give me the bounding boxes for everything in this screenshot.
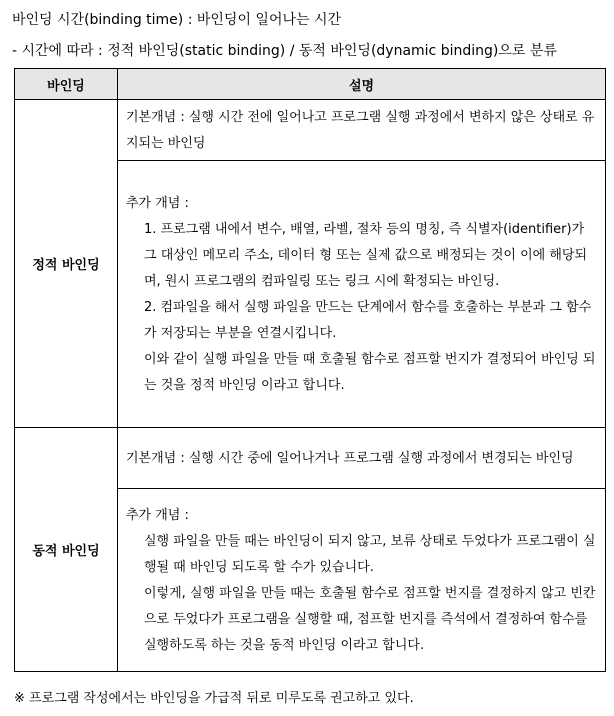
table-header-row	[15, 69, 606, 100]
heading: 바인딩 시간(binding time) : 바인딩이 일어나는 시간	[12, 12, 342, 28]
col-header-description: 설명	[118, 69, 606, 100]
dynamic-extra-title: 추가 개념 :	[126, 508, 189, 523]
footnote: ※ 프로그램 작성에서는 바인딩을 가급적 뒤로 미루도록 권고하고 있다.	[14, 691, 414, 706]
row-label-static: 정적 바인딩	[15, 100, 118, 428]
static-extra-title: 추가 개념 :	[126, 196, 189, 211]
dynamic-para-1: 실행 파일을 만들 때는 바인딩이 되지 않고, 보류 상태로 두었다가 프로그램이 실행될 때 바인딩 되도록 할 수가 있습니다.	[144, 534, 596, 575]
static-point-2: 2. 컴파일을 해서 실행 파일을 만드는 단계에서 함수를 호출하는 부분과 그 함수가 저장되는 부분을 연결시킵니다.	[144, 300, 592, 341]
subheading: - 시간에 따라 : 정적 바인딩(static binding) / 동적 바인딩(dynamic binding)으로 분류	[12, 43, 557, 59]
dynamic-extra-concept	[118, 489, 606, 672]
static-extra-concept	[118, 161, 606, 428]
col-header-binding: 바인딩	[15, 69, 118, 100]
row-label-dynamic: 동적 바인딩	[15, 428, 118, 672]
dynamic-basic-concept	[118, 428, 606, 489]
dynamic-para-2: 이렇게, 실행 파일을 만들 때는 호출될 함수로 점프할 번지를 결정하지 않고 빈칸으로 두었다가 프로그램을 실행할 때, 점프할 번지를 즉석에서 결정하여 함수를 실행하도록 하는 것을 동적 바인딩 이라고 합니다.	[144, 586, 596, 653]
table-row	[15, 428, 606, 489]
static-point-1: 1. 프로그램 내에서 변수, 배열, 라벨, 절차 등의 명칭, 즉 식별자(identifier)가 그 대상인 메모리 주소, 데이터 형 또는 실제 값으로 배정되는 것이 이에 해당되며, 원시 프로그램의 컴파일링 또는 링크 시에 확정되는 바인딩.	[144, 222, 588, 289]
table-row	[15, 100, 606, 161]
static-basic-concept	[118, 100, 606, 161]
binding-table	[14, 68, 606, 672]
static-basic-text: 기본개념 : 실행 시간 전에 일어나고 프로그램 실행 과정에서 변하지 않은 상태로 유지되는 바인딩	[126, 110, 595, 151]
dynamic-basic-text: 기본개념 : 실행 시간 중에 일어나거나 프로그램 실행 과정에서 변경되는 바인딩	[126, 451, 574, 466]
static-point-2-cont: 이와 같이 실행 파일을 만들 때 호출될 함수로 점프할 번지가 결정되어 바인딩 되는 것을 정적 바인딩 이라고 합니다.	[144, 352, 596, 393]
